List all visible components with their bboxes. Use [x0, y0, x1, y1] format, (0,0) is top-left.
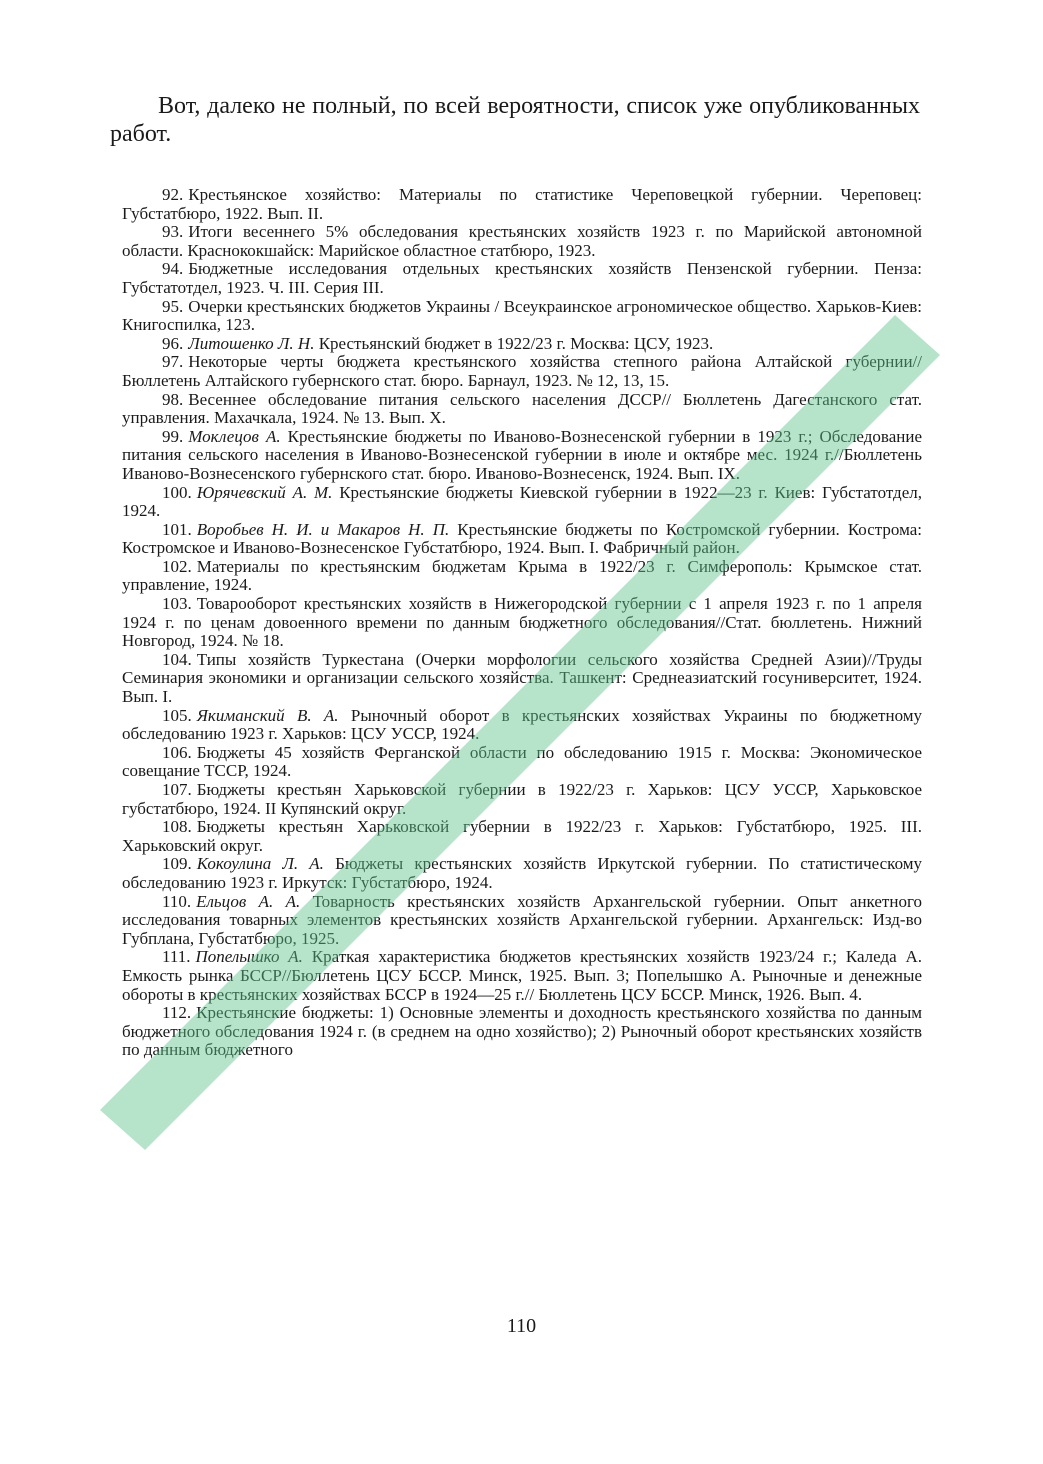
reference-list [122, 186, 922, 1060]
reference-number: 105. [162, 705, 192, 725]
reference-author: Ельцов А. А. [196, 891, 301, 911]
reference-text: Очерки крестьянских бюджетов Украины / Всеукраинское агрономическое общество. Харьков-Киев: Книгоспилка, 123. [122, 296, 922, 335]
reference-number: 94. [162, 259, 184, 279]
reference-item [122, 893, 922, 949]
reference-item [122, 707, 922, 744]
reference-item [122, 948, 922, 1004]
reference-number: 109. [162, 854, 192, 874]
reference-text: Крестьянский бюджет в 1922/23 г. Москва: ЦСУ, 1923. [318, 333, 714, 353]
reference-item [122, 428, 922, 484]
reference-item [122, 818, 922, 855]
reference-number: 92. [162, 185, 184, 204]
reference-text: Бюджеты крестьян Харьковской губернии в 1922/23 г. Харьков: ЦСУ УССР, Харьковское губстатбюро, 1924. II Купянский округ. [122, 780, 922, 818]
reference-text: Итоги весеннего 5% обследования крестьянских хозяйств 1923 г. по Марийской автономной области. Краснококшайск: Марийское областное статбюро, 1923. [122, 222, 922, 260]
reference-number: 112. [162, 1003, 192, 1023]
reference-item [122, 260, 922, 297]
reference-number: 99. [162, 426, 184, 446]
reference-text: Краткая характеристика бюджетов крестьянских хозяйств 1923/24 г.; Каледа А. Емкость рынка БССР//Бюллетень ЦСУ БССР. Минск, 1925. Вып. 3; Попелышко А. Рыночные и денежные обороты в крестьянских хозяйствах БССР в 1924—25 г.// Бюллетень ЦСУ БССР. Минск, 1926. Вып. 4. [122, 947, 922, 1004]
reference-number: 108. [162, 817, 192, 837]
reference-number: 110. [162, 891, 192, 911]
reference-item [122, 353, 922, 390]
reference-number: 100. [162, 482, 192, 502]
reference-author: Юрячевский А. М. [196, 482, 333, 502]
reference-item [122, 651, 922, 707]
reference-author: Воробьев Н. И. и Макаров Н. П. [196, 519, 450, 539]
reference-text: Крестьянские бюджеты по Иваново-Вознесенской губернии в 1923 г.; Обследование питания сельского населения в Иваново-Вознесенской губернии в июле и октябре мес. 1924 г.//Бюллетень Иваново-Вознесенского губернского стат. бюро. Иваново-Вознесенск, 1924. Вып. IX. [122, 426, 922, 483]
reference-text: Бюджеты 45 хозяйств Ферганской области по обследованию 1915 г. Москва: Экономическое совещание ТССР, 1924. [122, 742, 922, 781]
reference-text: Крестьянские бюджеты Киевской губернии в 1922—23 г. Киев: Губстатотдел, 1924. [122, 482, 922, 521]
reference-text: Товарность крестьянских хозяйств Архангельской губернии. Опыт анкетного исследования товарных элементов крестьянских хозяйств Архангельской губернии. Архангельск: Изд-во Губплана, Губстатбюро, 1925. [122, 891, 922, 948]
reference-number: 104. [162, 649, 192, 669]
intro-paragraph: Вот, далеко не полный, по всей вероятности, список уже опубликованных работ. [110, 93, 920, 147]
reference-item [122, 521, 922, 558]
reference-text: Некоторые черты бюджета крестьянского хозяйства степного района Алтайской губернии//Бюллетень Алтайского губернского стат. бюро. Барнаул, 1923. № 12, 13, 15. [122, 352, 922, 390]
reference-item [122, 186, 922, 223]
reference-number: 111. [162, 947, 191, 967]
reference-number: 102. [162, 556, 192, 576]
reference-number: 93. [162, 222, 184, 242]
reference-author: Литошенко Л. Н. [188, 333, 315, 353]
reference-text: Товарооборот крестьянских хозяйств в Нижегородской губернии с 1 апреля 1923 г. по 1 апреля 1924 г. по ценам довоенного времени по данным бюджетного обследования//Стат. бюллетень. Нижний Новгород, 1924. № 18. [122, 594, 922, 651]
reference-item [122, 1004, 922, 1060]
reference-item [122, 223, 922, 260]
reference-item [122, 484, 922, 521]
reference-text: Рыночный оборот в крестьянских хозяйствах Украины по бюджетному обследованию 1923 г. Харьков: ЦСУ УССР, 1924. [122, 705, 923, 744]
reference-text: Крестьянские бюджеты по Костромской губернии. Кострома: Костромское и Иваново-Вознесенское Губстатбюро, 1924. Вып. I. Фабричный район. [122, 519, 922, 558]
reference-item [122, 558, 922, 595]
reference-text: Бюджетные исследования отдельных крестьянских хозяйств Пензенской губернии. Пенза: Губстатотдел, 1923. Ч. III. Серия III. [122, 259, 922, 297]
reference-number: 98. [162, 389, 184, 409]
reference-author: Попелышко А. [195, 947, 303, 967]
reference-number: 107. [162, 780, 192, 799]
reference-item [122, 335, 922, 354]
reference-text: Бюджеты крестьянских хозяйств Иркутской губернии. По статистическому обследованию 1923 г. Иркутск: Губстатбюро, 1924. [122, 854, 922, 892]
reference-number: 103. [162, 594, 192, 614]
reference-text: Материалы по крестьянским бюджетам Крыма в 1922/23 г. Симферополь: Крымское стат. управление, 1924. [122, 556, 922, 595]
reference-item [122, 391, 922, 428]
reference-number: 101. [162, 519, 192, 539]
reference-text: Крестьянское хозяйство: Материалы по статистике Череповецкой губернии. Череповец: Губстатбюро, 1922. Вып. II. [122, 185, 922, 223]
reference-number: 106. [162, 742, 192, 762]
reference-number: 96. [162, 333, 184, 353]
reference-text: Бюджеты крестьян Харьковской губернии в 1922/23 г. Харьков: Губстатбюро, 1925. III. Харьковский округ. [122, 817, 922, 855]
reference-number: 97. [162, 352, 184, 372]
reference-author: Кокоулина Л. А. [196, 854, 324, 874]
reference-author: Якиманский В. А. [196, 705, 339, 725]
reference-text: Крестьянские бюджеты: 1) Основные элементы и доходность крестьянского хозяйства по данным бюджетного обследования 1924 г. (в среднем на одно хозяйство); 2) Рыночный оборот крестьянских хозяйств по данным бюджетного [122, 1003, 922, 1060]
reference-item [122, 855, 922, 892]
reference-author: Моклецов А. [188, 426, 281, 446]
reference-text: Весеннее обследование питания сельского населения ДССР// Бюллетень Дагестанского стат. управления. Махачкала, 1924. № 13. Вып. X. [122, 389, 922, 428]
reference-number: 95. [162, 296, 184, 316]
reference-item [122, 744, 922, 781]
page-number: 110 [506, 1315, 537, 1337]
reference-item [122, 595, 922, 651]
reference-item [122, 781, 922, 818]
reference-item [122, 298, 922, 335]
reference-text: Типы хозяйств Туркестана (Очерки морфологии сельского хозяйства Средней Азии)//Труды Семинария экономики и организации сельского хозяйства. Ташкент: Среднеазиатский госуниверситет, 1924. Вып. I. [122, 649, 922, 707]
